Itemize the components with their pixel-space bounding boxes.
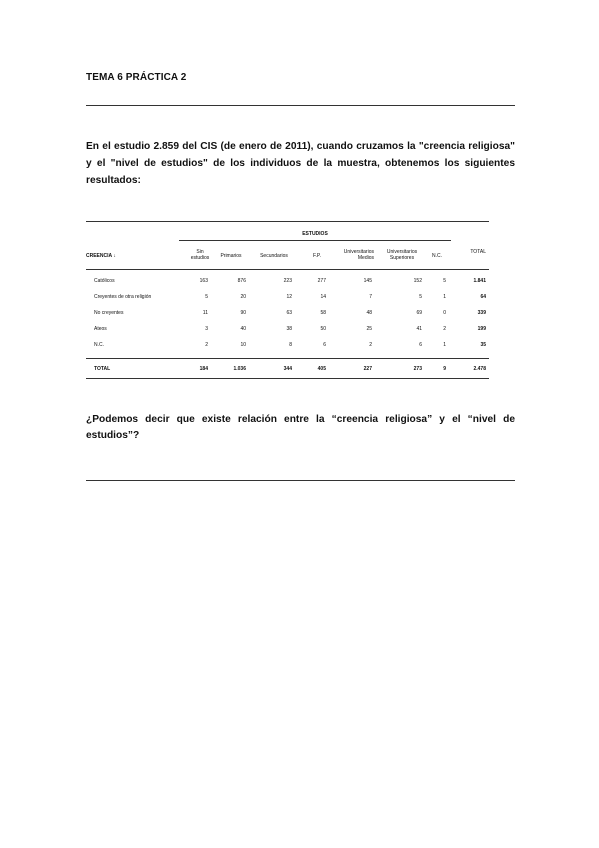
row-label: Creyentes de otra religión <box>94 294 152 300</box>
row-label: Católicos <box>94 278 115 284</box>
header-divider <box>86 269 489 270</box>
title-divider <box>86 105 515 106</box>
table-cell: 5 <box>205 294 208 300</box>
table-cell: 5 <box>419 294 422 300</box>
table-cell: 11 <box>202 310 208 316</box>
total-cell: 344 <box>283 366 292 372</box>
column-header-row <box>86 246 489 266</box>
total-label: TOTAL <box>94 366 111 372</box>
table-cell: 50 <box>320 326 326 332</box>
page-title: TEMA 6 PRÁCTICA 2 <box>86 72 187 83</box>
col-header-total: TOTAL <box>470 249 486 255</box>
col-header-univ-medios: Universitarios Medios <box>343 249 374 261</box>
bottom-divider <box>86 480 515 481</box>
table-cell: 163 <box>199 278 208 284</box>
question-paragraph: ¿Podemos decir que existe relación entre la “creencia religiosa” y el “nivel de estudios”? <box>86 414 515 441</box>
table-cell: 145 <box>363 278 372 284</box>
total-divider <box>86 358 489 359</box>
total-cell: 184 <box>199 366 208 372</box>
total-cell: 405 <box>317 366 326 372</box>
group-header: ESTUDIOS <box>302 231 328 237</box>
table-top-border <box>86 221 489 222</box>
col-header-primarios: Primarios <box>220 253 242 259</box>
table-cell: 63 <box>286 310 292 316</box>
total-cell: 273 <box>413 366 422 372</box>
total-cell: 2.478 <box>473 366 486 372</box>
table-cell: 199 <box>477 326 486 332</box>
total-cell: 9 <box>443 366 446 372</box>
table-cell: 223 <box>283 278 292 284</box>
table-cell: 69 <box>416 310 422 316</box>
row-header: CREENCIA ↓ <box>86 253 116 259</box>
total-cell: 1.036 <box>233 366 246 372</box>
col-header-secundarios: Secundarios <box>260 253 288 259</box>
table-cell: 876 <box>237 278 246 284</box>
table-cell: 90 <box>240 310 246 316</box>
table-cell: 1 <box>443 342 446 348</box>
table-row <box>86 338 489 354</box>
table-cell: 7 <box>369 294 372 300</box>
table-cell: 0 <box>443 310 446 316</box>
table-cell: 277 <box>317 278 326 284</box>
table-cell: 41 <box>416 326 422 332</box>
table-row <box>86 290 489 306</box>
col-header-univ-superiores: Universitarios Superiores <box>386 249 418 261</box>
table-cell: 1 <box>443 294 446 300</box>
total-row <box>86 361 489 375</box>
table-row <box>86 274 489 290</box>
table-cell: 6 <box>419 342 422 348</box>
table-cell: 3 <box>205 326 208 332</box>
table-cell: 1.841 <box>473 278 486 284</box>
table-bottom-border <box>86 378 489 379</box>
table-cell: 8 <box>289 342 292 348</box>
table-cell: 25 <box>366 326 372 332</box>
table-body <box>86 274 489 354</box>
table-cell: 38 <box>286 326 292 332</box>
col-header-nc: N.C. <box>432 253 442 259</box>
intro-paragraph: En el estudio 2.859 del CIS (de enero de 2011), cuando cruzamos la "creencia religiosa" y el "nivel de estudios" de los individuos de la muestra, obtenemos los siguientes resultados: <box>86 141 515 186</box>
table-cell: 20 <box>240 294 246 300</box>
row-label: Ateos <box>94 326 107 332</box>
table-row <box>86 322 489 338</box>
group-header-line <box>179 240 451 241</box>
row-label: N.C. <box>94 342 104 348</box>
table-cell: 2 <box>205 342 208 348</box>
table-cell: 152 <box>413 278 422 284</box>
total-cell: 227 <box>363 366 372 372</box>
table-cell: 12 <box>286 294 292 300</box>
table-cell: 40 <box>240 326 246 332</box>
table-cell: 10 <box>240 342 246 348</box>
col-header-fp: F.P. <box>313 253 321 259</box>
table-cell: 58 <box>320 310 326 316</box>
table-cell: 339 <box>477 310 486 316</box>
table-cell: 2 <box>369 342 372 348</box>
col-header-sin-estudios: Sin estudios <box>190 249 210 261</box>
table-cell: 48 <box>366 310 372 316</box>
table-cell: 2 <box>443 326 446 332</box>
table-cell: 6 <box>323 342 326 348</box>
table-cell: 5 <box>443 278 446 284</box>
table-cell: 35 <box>480 342 486 348</box>
table-cell: 14 <box>320 294 326 300</box>
table-row <box>86 306 489 322</box>
row-label: No creyentes <box>94 310 124 316</box>
table-cell: 64 <box>480 294 486 300</box>
